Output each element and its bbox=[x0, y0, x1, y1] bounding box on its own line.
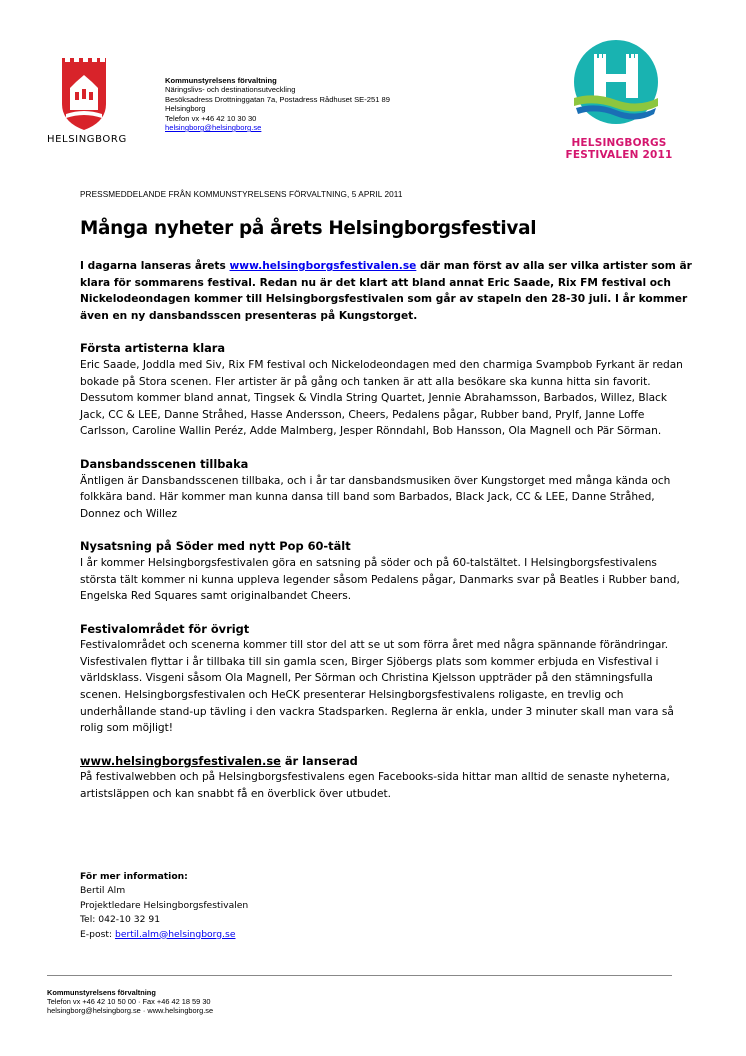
section-text: I år kommer Helsingborgsfestivalen göra en satsning på söder och på 60-talstältet. I Helsingborgsfestivalens största tält kommer ni kunna uppleva legender såsom Pedalens pågar, Danmarks svar på Beatles i Rubber band, Engelska Red Squares samt originalbandet Cheers. bbox=[80, 556, 680, 603]
contact-email-link[interactable]: bertil.alm@helsingborg.se bbox=[114, 928, 236, 940]
contact-email-label: E-post: bbox=[80, 928, 115, 940]
helsingborg-crest-logo bbox=[62, 58, 106, 130]
festival-website-link[interactable]: www.helsingborgsfestivalen.se bbox=[229, 260, 417, 272]
contact-block bbox=[80, 870, 248, 942]
sender-block bbox=[165, 76, 390, 132]
sender-address: Besöksadress Drottninggatan 7a, Postadress Rådhuset SE-251 89 bbox=[165, 94, 390, 104]
lead-paragraph bbox=[80, 258, 692, 324]
lead-text-after: där man först av alla ser vilka artister som är klara för sommarens festival. Redan nu är det klart att bland annat Eric Saade, Rix FM festival och Nickelodeondagen kommer till Helsingborgsfestivalen som går av stapeln den 28-30 juli. I år kommer även en ny dansbandsscen presenteras på Kungstorget. bbox=[80, 260, 692, 322]
sender-email-link[interactable]: helsingborg@helsingborg.se bbox=[165, 123, 262, 133]
sender-dept: Näringslivs- och destinationsutveckling bbox=[165, 85, 296, 95]
section-heading: Festivalområdet för övrigt bbox=[80, 621, 250, 636]
lead-text-before: I dagarna lanseras årets bbox=[80, 260, 230, 272]
contact-heading: För mer information: bbox=[80, 871, 188, 882]
heading-rest-text: är lanserad bbox=[280, 753, 358, 768]
page-title: Många nyheter på årets Helsingborgsfestival bbox=[80, 218, 537, 239]
section-heading-launched bbox=[80, 753, 692, 770]
sender-org: Kommunstyrelsens förvaltning bbox=[165, 76, 277, 85]
article-body bbox=[80, 258, 692, 803]
festival-website-heading-link[interactable]: www.helsingborgsfestivalen.se bbox=[80, 753, 281, 768]
footer-web: helsingborg@helsingborg.se · www.helsingborg.se bbox=[47, 1006, 214, 1016]
festival-logo-line2: FESTIVALEN bbox=[565, 149, 639, 161]
footer-phones: Telefon vx +46 42 10 50 00 · Fax +46 42 18 59 30 bbox=[47, 997, 211, 1007]
contact-name: Bertil Alm bbox=[80, 885, 126, 897]
contact-role: Projektledare Helsingborgsfestivalen bbox=[80, 899, 249, 911]
section-text: Eric Saade, Joddla med Siv, Rix FM festival och Nickelodeondagen med den charmiga Svampbob Fyrkant är redan bokade på Stora scenen. Fler artister är på gång och tanken är att alla besökare ska kunna hitta sin favorit. Dessutom kommer bland annat, Tingsek & Vindla String Quartet, Jennie Abrahamsson, Barbados, Willez, Black Jack, CC & LEE, Danne Stråhed, Hasse Andersson, Cheers, Pedalens pågar, Rubber band, Prylf, Janne Loffe Carlsson, Caroline Wallin Peréz, Adde Malmberg, Jesper Rönndahl, Bob Hansson, Ola Magnell och Pär Sörman. bbox=[80, 358, 683, 438]
section-heading: Nysatsning på Söder med nytt Pop 60-tält bbox=[80, 539, 351, 554]
festival-logo-line1: HELSINGBORGS bbox=[571, 137, 667, 149]
section-heading: Första artisterna klara bbox=[80, 341, 226, 356]
contact-phone: Tel: 042-10 32 91 bbox=[80, 914, 161, 926]
section-text: På festivalwebben och på Helsingborgsfestivalens egen Facebooks-sida hittar man alltid de senaste nyheterna, artistsläppen och kan snabbt få en överblick över utbudet. bbox=[80, 771, 670, 801]
festival-logo-year: 2011 bbox=[642, 149, 673, 161]
section-heading: Dansbandsscenen tillbaka bbox=[80, 456, 249, 471]
section-text: Festivalområdet och scenerna kommer till stor del att se ut som förra året med några spännande förändringar. Visfestivalen flyttar i år tillbaka till sin gamla scen, Birger Sjöbergs plats som kommer erbjuda en Visfestival i världsklass. Visgeni såsom Ola Magnell, Per Sörman och Christina Kjelsson uppträder på den stämningsfulla scenen. Helsingborgsfestivalen och HeCK presenterar Helsingborgsfestivalens roligaste, en trevlig och underhållande stand-up tävling i den vackra Stadsparken. Reglerna är enkla, under 3 minuter skall man vara så rolig som möjligt! bbox=[80, 639, 674, 735]
festival-logo-text bbox=[564, 137, 674, 161]
footer bbox=[47, 988, 213, 1016]
press-release-line: PRESSMEDDELANDE FRÅN KOMMUNSTYRELSENS FÖRVALTNING, 5 APRIL 2011 bbox=[80, 190, 403, 199]
footer-divider bbox=[47, 975, 672, 976]
city-name: HELSINGBORG bbox=[47, 134, 127, 145]
section-text: Äntligen är Dansbandsscenen tillbaka, och i år tar dansbandsmusiken över Kungstorget med många kända och folkkära band. Här kommer man kunna dansa till band som Barbados, Black Jack, CC & LEE, Danne Stråhed, Donnez och Willez bbox=[80, 474, 671, 520]
sender-city: Helsingborg bbox=[165, 104, 206, 114]
festival-logo-icon bbox=[572, 38, 660, 126]
sender-phone: Telefon vx +46 42 10 30 30 bbox=[165, 113, 257, 123]
footer-org: Kommunstyrelsens förvaltning bbox=[47, 988, 156, 997]
